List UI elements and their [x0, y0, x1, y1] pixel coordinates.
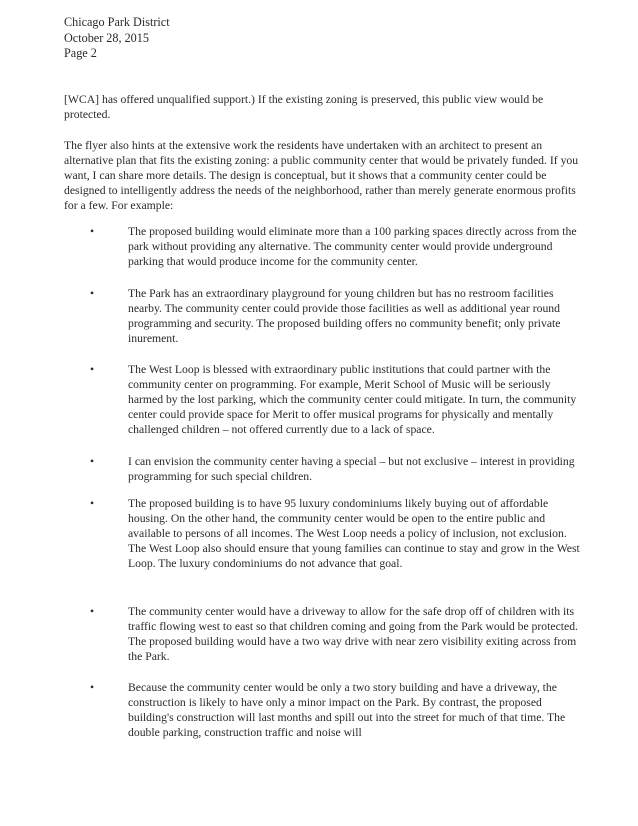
bullet-marker: • [90, 455, 95, 468]
list-item-text: Because the community center would be only a two story building and have a driveway, the construction is likely to have only a minor impact on the Park. By contrast, the proposed building's construction will last months and spill out into the street for much of that time. The double parking, construction traffic and noise will [128, 681, 566, 740]
list-item-text: The community center would have a driveway to allow for the safe drop off of children with its traffic flowing west to east so that children coming and going from the Park would be protected. The proposed building would have a two way drive with near zero visibility exiting across from the Park. [128, 605, 578, 664]
header-page-number: Page 2 [64, 46, 97, 60]
header-date: October 28, 2015 [64, 30, 149, 45]
paragraph-flyer: The flyer also hints at the extensive work the residents have undertaken with an architect to present an alternative plan that fits the existing zoning: a public community center that would be privately funded. If you want, I can share more details. The design is conceptual, but it shows that a community center could be designed to intelligently address the needs of the neighborhood, rather than merely generate enormous profits for a few. For example: [64, 139, 579, 213]
list-item-text: The proposed building would eliminate more than a 100 parking spaces directly across from the park without providing any alternative. The community center would provide underground parking that would produce income for the community center. [128, 225, 577, 269]
bullet-marker: • [90, 497, 95, 510]
list-item-text: The West Loop is blessed with extraordinary public institutions that could partner with the community center on programming. For example, Merit School of Music will be seriously harmed by the lost parking, which the community center could mitigate. In turn, the community center could provide space for Merit to offer musical programs for physically and mentally challenged children – not offered currently due to a lack of space. [128, 363, 577, 437]
bullet-marker: • [90, 225, 95, 238]
bullet-marker: • [90, 363, 95, 376]
list-item-text: The Park has an extraordinary playground for young children but has no restroom facilities nearby. The community center could provide those facilities as well as additional year round programming and security. The proposed building offers no community benefit; only private inurement. [128, 287, 561, 346]
list-item-text: The proposed building is to have 95 luxury condominiums likely buying out of affordable housing. On the other hand, the community center would be open to the entire public and available to persons of all incomes. The West Loop needs a policy of inclusion, not exclusion. The West Loop also should ensure that young families can continue to stay and grow in the West Loop. The luxury condominiums do not advance that goal. [128, 497, 580, 571]
bullet-marker: • [90, 605, 95, 618]
header-recipient: Chicago Park District [64, 15, 170, 29]
bullet-marker: • [90, 287, 95, 300]
paragraph-continuation: [WCA] has offered unqualified support.) If the existing zoning is preserved, this public view would be protected. [64, 93, 544, 122]
bullet-marker: • [90, 681, 95, 694]
letter-header [64, 15, 170, 62]
list-item-text: I can envision the community center having a special – but not exclusive – interest in providing programming for such special children. [128, 455, 575, 484]
